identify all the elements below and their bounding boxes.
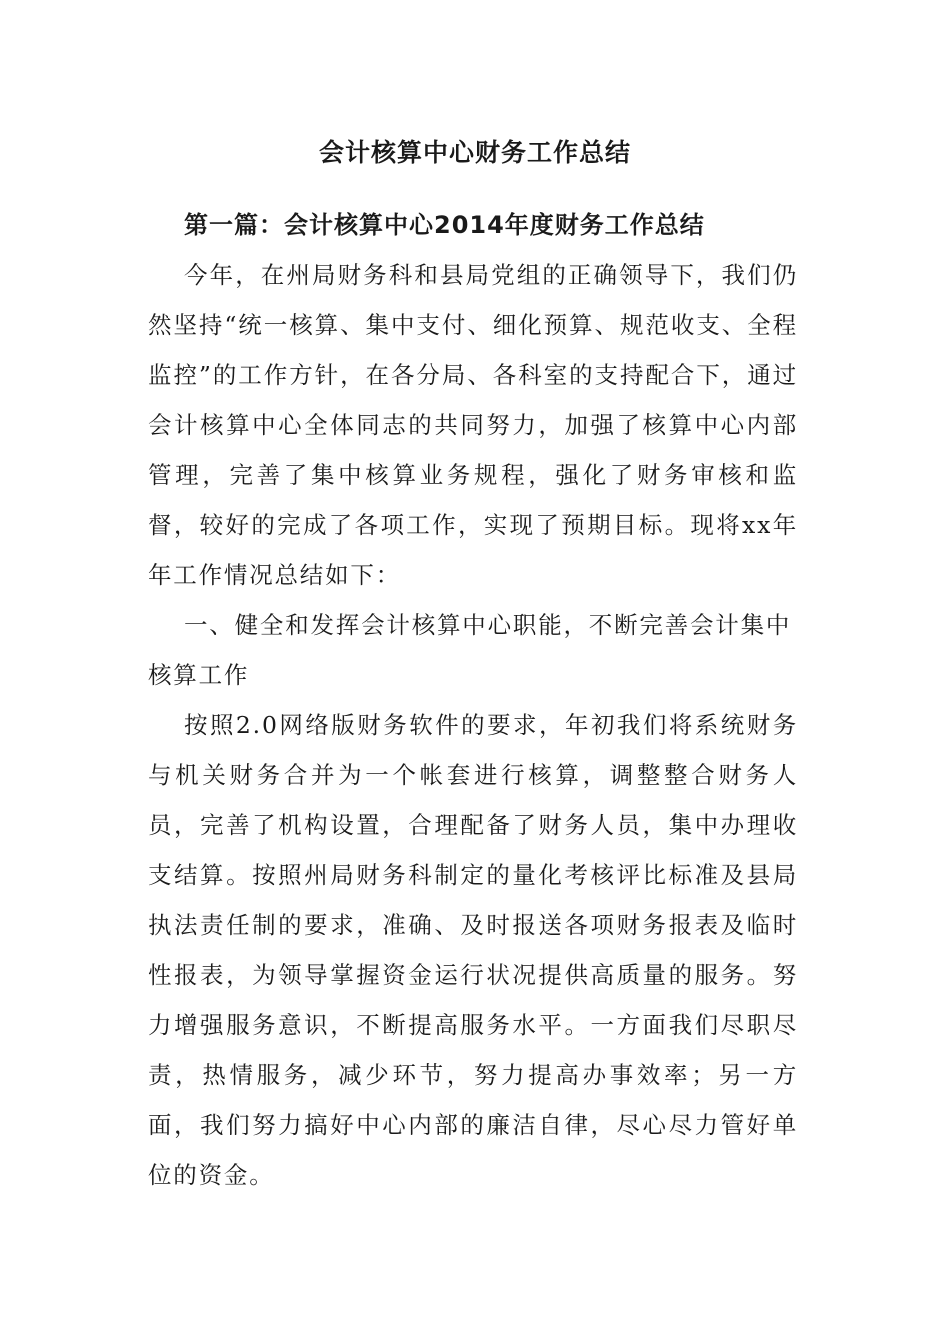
document-title: 会计核算中心财务工作总结	[318, 138, 631, 167]
body-paragraph: 按照2.0网络版财务软件的要求，年初我们将系统财务与机关财务合并为一个帐套进行核算，调整整合财务人员，完善了机构设置，合理配备了财务人员，集中办理收支结算。按照州局财务科制定的量化考核评比标准及县局执法责任制的要求，准确、及时报送各项财务报表及临时性报表，为领导掌握资金运行状况提供高质量的服务。努力增强服务意识，不断提高服务水平。一方面我们尽职尽责，热情服务，减少环节，努力提高办事效率；另一方面，我们努力搞好中心内部的廉洁自律，尽心尽力管好单位的资金。	[148, 711, 798, 1189]
intro-paragraph: 今年，在州局财务科和县局党组的正确领导下，我们仍然坚持“统一核算、集中支付、细化预算、规范收支、全程监控”的工作方针，在各分局、各科室的支持配合下，通过会计核算中心全体同志的共同努力，加强了核算中心内部管理，完善了集中核算业务规程，强化了财务审核和监督，较好的完成了各项工作，实现了预期目标。现将xx年年工作情况总结如下：	[148, 261, 798, 589]
chapter-heading: 第一篇：会计核算中心2014年度财务工作总结	[184, 211, 705, 239]
section-heading: 一、健全和发挥会计核算中心职能，不断完善会计集中核算工作	[148, 611, 792, 689]
document-body	[148, 200, 798, 1200]
